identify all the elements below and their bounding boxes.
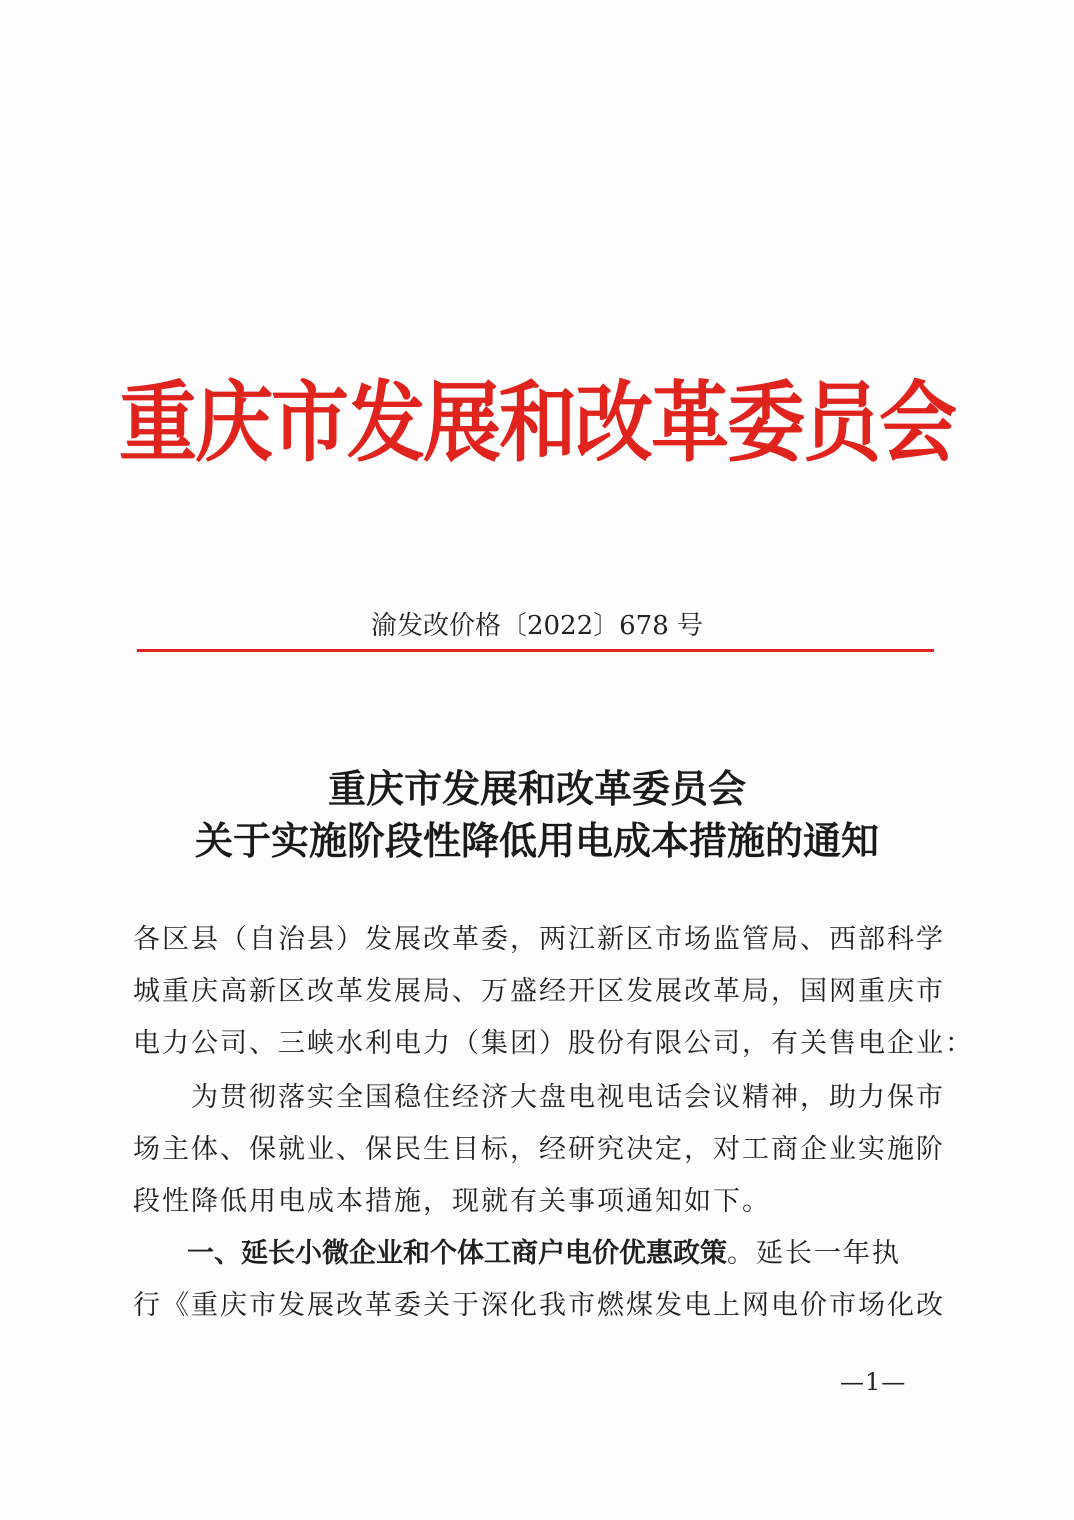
intro-line-2: 场主体、保就业、保民生目标，经研究决定，对工商企业实施阶 [133,1134,945,1165]
section-1-line-2: 行《重庆市发展改革委关于深化我市燃煤发电上网电价市场化改 [133,1290,945,1321]
section-1-text: 。延长一年执 [727,1238,901,1269]
page-number: —1— [840,1368,907,1396]
red-divider-line [137,649,934,652]
section-1-line-1 [133,1228,933,1280]
intro-line-1: 为贯彻落实全国稳住经济大盘电视电话会议精神，助力保市 [133,1082,945,1113]
notice-title-line-1: 重庆市发展和改革委员会 [327,766,746,811]
recipients-line-2: 城重庆高新区改革发展局、万盛经开区发展改革局，国网重庆市 [133,976,945,1007]
recipients-line-3: 电力公司、三峡水利电力（集团）股份有限公司，有关售电企业： [133,1028,974,1059]
recipients-line-1: 各区县（自治县）发展改革委，两江新区市场监管局、西部科学 [133,924,945,955]
document-number: 渝发改价格〔2022〕678 号 [370,611,704,641]
section-1-heading: 一、延长小微企业和个体工商户电价优惠政策 [133,1238,727,1269]
intro-line-3: 段性降低用电成本措施，现就有关事项通知如下。 [133,1186,771,1217]
notice-title-line-2: 关于实施阶段性降低用电成本措施的通知 [194,818,879,863]
issuing-organization-title: 重庆市发展和改革委员会 [118,373,955,475]
